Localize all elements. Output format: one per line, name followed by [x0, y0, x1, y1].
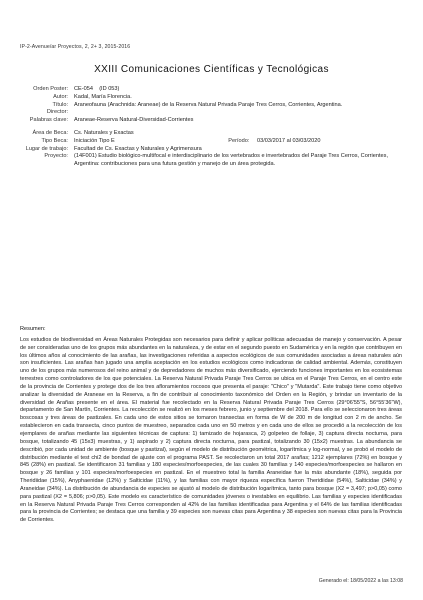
proyecto-row — [20, 153, 400, 169]
orden-poster-row — [20, 86, 400, 94]
tipo-beca-value — [74, 138, 400, 146]
tipo-beca-text: Iniciación Tipo E — [74, 137, 115, 144]
resumen-section — [20, 326, 402, 525]
orden-poster-code: CE-054 — [74, 86, 93, 92]
palabras-clave-value: Araneae-Reserva Natural-Diversidad-Corrientes — [74, 117, 194, 124]
director-label: Director: — [46, 109, 68, 116]
tipo-beca-label: Tipo Beca: — [41, 137, 68, 144]
autor-value: Kadal, María Florencia. — [74, 93, 132, 100]
lugar-trabajo-label: Lugar de trabajo: — [25, 145, 68, 152]
titulo-label: Título: — [52, 101, 68, 108]
orden-poster-label: Orden Poster: — [33, 86, 68, 92]
palabras-clave-label: Palabras clave: — [29, 117, 68, 124]
autor-row — [20, 94, 400, 102]
resumen-text: Los estudios de biodiversidad en Áreas Naturales Protegidas son necesarios para definir y aplicar políticas adecuadas de manejo y conservación. A pesar de ser consideradas uno de los grupos más abundantes en la naturaleza, y de estar en el segundo puesto en Sudamérica y en la región que contribuyen en los últimos años al conocimiento de las arañas, las investigaciones referidas a aspectos ecológicos de sus comunidades asociadas a áreas naturales aún son insuficientes. Las arañas han jugado una amplia aceptación en los estudios ecológicos como indicadoras de calidad ambiental. Además, constituyen uno de los grupos más numerosos del reino animal y de depredadores de muchos más diversificado, ejerciendo funciones importantes en los ecosistemas terrestres como controladores de los que potenciales. La Reserva Natural Privada Paraje Tres Cerros se ubica en el Paraje Tres Cerros, en el centro este de la provincia de Corrientes y protege dos de los tres afloramientos rocosos que presenta el paraje: "Chico" y "Mutarda". Este trabajo tiene como objetivo analizar la diversidad de Araneae en la Reserva, a fin de contribuir al conocimiento taxonómico del Orden en la Región, y brindar un inventario de la diversidad de Arañas presente en el área. El material fue recolectado en la Reserva Natural Privada Paraje Tres Cerros (29°06'55"S, 56°55'36"W), departamento de San Martín, Corrientes. La recolección se realizó en los meses febrero, junio y septiembre del 2018. Para ello se seleccionaron tres áreas boscosas y tres áreas de pastizales. En cada uno de estos sitios se tomaron transectas en forma de W de 200 m de longitud con 2 m de ancho. Se establecieron en cada transecta, cinco puntos de muestreo, separados cada uno en 50 metros y en cada uno de ellos se procedió a la recolección de los ejemplares de arañas mediante las siguientes técnicas de captura: 1) tamizado de hojarasca, 2) golpeteo de follaje, 3) captura directa nocturna, para bosque, totalizando 45 (15x3) muestras, y 1) aspirado y 2) captura directa nocturna, para pastizal, totalizando 30 (15x2) muestras. La abundancia se describió, por cada unidad de ambiente (bosque y pastizal), según el modelo de distribución geométrica, logarítmica y log-normal, y se probó el modelo de distribución mediante el test chi2 de bondad de ajuste con el programa PAST. Se recolectaron un total 2017 arañas; 1212 ejemplares (72%) en bosque y 845 (28%) en pastizal. Se identificaron 31 familias y 180 especies/morfoespecies, de las cuales 30 familias y 140 especies/morfoespecies se hallaron en bosque y 26 familias y 101 especies/morfoespecies en pastizal. En el muestreo total la familia Araneidae fue la más abundante (18%), seguida por Theridiidae (15%), Anyphaenidae (12%) y Salticidae (11%), y las familias con mayor riqueza específica fueron Theridiidae (54%), Salticidae (34%) y Araneidae (34%). La distribución de abundancia de especies se ajustó al modelo de distribución logarítmica, tanto para bosque (X2 = 3,497; p>0,05) como para pastizal (X2 = 5,806; p>0,05). Este modelo es característico de comunidades jóvenes o inestables en equilibrio. Las familias y especies identificadas en la Reserva Natural Privada Paraje Tres Cerros corresponden al 42% de las familias identificadas para Argentina y el 64% de las familias identificadas para la provincia de Corrientes; se destaca que una familia y 39 especies son nuevas citas para Argentina y 38 especies son nuevas citas para la Provincia de Corrientes. — [20, 336, 402, 524]
autor-label: Autor: — [53, 93, 68, 100]
page-title: XXIII Comunicaciones Científicas y Tecnológicas — [94, 64, 329, 75]
resumen-label: Resumen: — [20, 326, 46, 332]
document-id-line: IP-2-Avenue/ar Proyectos, 2, 2+ 3, 2015-2016 — [20, 44, 131, 50]
metadata-block — [20, 86, 400, 169]
director-row — [20, 109, 400, 117]
titulo-row — [20, 102, 400, 110]
tipo-beca-row — [20, 138, 400, 146]
titulo-value: Araneofauna (Arachnida: Araneae) de la Reserva Natural Privada Paraje Tres Cerros, Corrientes, Argentina. — [74, 101, 343, 108]
area-beca-value: Cs. Naturales y Exactas — [74, 129, 134, 136]
area-beca-row — [20, 130, 400, 138]
orden-poster-id: (ID 053) — [99, 86, 120, 92]
periodo-label: Período: — [228, 137, 250, 144]
lugar-trabajo-value: Facultad de Cs. Exactas y Naturales y Agrimensura — [74, 145, 202, 152]
proyecto-value: (14F001) Estudio biológico-multifocal e interdisciplinario de los vertebrados e invertebrados del Paraje Tres Cerros, Corrientes, Argentina: contribuciones para una futura gestión y manejo de un área protegida. — [74, 153, 389, 168]
periodo-value: 03/03/2017 al 03/03/2020 — [257, 137, 321, 144]
generated-timestamp: Generado el: 18/05/2022 a las 13:08 — [318, 578, 403, 584]
orden-poster-value — [74, 86, 400, 94]
palabras-clave-row — [20, 117, 400, 125]
proyecto-label: Proyecto: — [44, 153, 68, 160]
director-value — [74, 109, 400, 117]
area-beca-label: Área de Beca: — [32, 129, 68, 136]
lugar-trabajo-row — [20, 146, 400, 154]
